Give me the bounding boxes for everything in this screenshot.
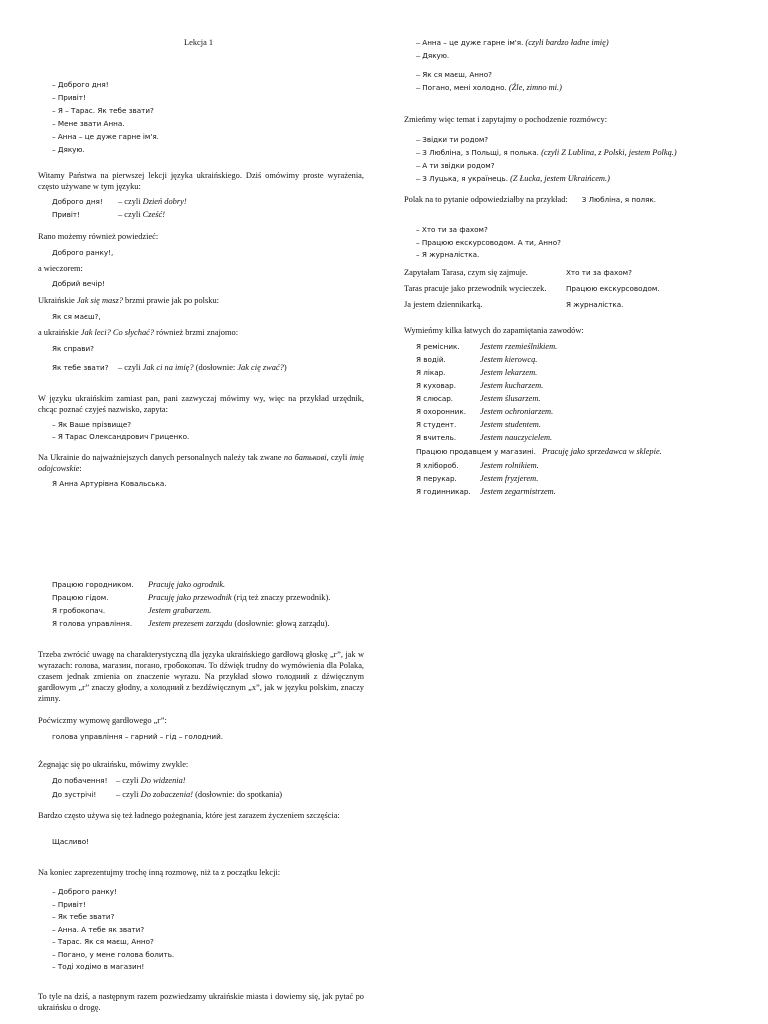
dialog-line: – Тарас. Як ся маєш, Анно? [52,937,364,950]
pole-ua: З Любліна, я поляк. [581,195,657,204]
dialog-ua: Як ся маєш, Анно? [422,70,492,79]
farewell-pl: Do widzenia! [140,776,186,785]
right-dialog-2 [404,70,700,96]
h-practice: Poćwiczmy wymowę gardłowego „г”: [38,716,167,725]
patronymic-paragraph [38,453,364,475]
page-title: Lekcja 1 [184,38,214,47]
prof-ua: Я лікар. [416,368,446,377]
pole-line [404,195,656,206]
job-pl: Taras pracuje jako przewodnik wycieczek. [404,284,547,293]
morning-ua: Доброго ранку!, [52,248,114,257]
dialog-line [416,148,700,161]
dialog-line [416,161,700,174]
prof-pl: Jestem ślusarzem. [480,394,541,403]
dialog-line [416,70,700,83]
prof-pl: Jestem zegarmistrzem. [480,487,556,496]
professions-table-2 [52,580,330,632]
text-span: Ukraińskie [38,296,77,305]
farewell-ua: До зустрічі! [52,790,97,799]
greeting-czyli: – czyli [118,210,143,219]
text-span: ) [283,363,287,372]
prof-ua: Я хлібороб. [416,461,459,470]
dialog-line: – Дякую. [52,145,364,158]
job-ua: Працюю екскурсоводом. [566,284,660,293]
dialog-ua: Звідки ти родом? [422,135,489,144]
name-ua: Як тебе звати? [52,363,109,372]
dialog-line: – Як тебе звати? [52,912,364,925]
prof-pl: Jestem lekarzem. [480,368,538,377]
dialog-line: – Я Тарас Олександрович Гриценко. [52,432,364,444]
text-italic: imię odojcowskie [38,453,365,473]
job-dialog [404,225,700,263]
prof-pl: Pracuję jako ogrodnik. [148,580,226,589]
dialog-line: – Привіт! [52,900,364,913]
surname-dialog [38,420,364,444]
pan-paragraph: W języku ukraińskim zamiast pan, pani zazwyczaj mówimy wy, więc na przykład urzędnik, chcąc poznać czyjeś nazwisko, zapyta: [38,394,364,414]
farewell-pl: Do zobaczenia! [140,790,193,799]
prof-intro: Wymieńmy kilka łatwych do zapamiętania zawodów: [404,326,584,335]
prof-pl: Jestem ochroniarzem. [480,407,554,416]
farewell-ua: До побачення! [52,776,108,785]
dialog-line: – Анна. А тебе як звати? [52,925,364,938]
prof-pl: Jestem fryzjerem. [480,474,539,483]
text-span: Na Ukrainie do najważniejszych danych personalnych należy tak zwane [38,453,284,462]
job-ua: Я журналістка. [566,300,624,309]
prof-pl: Jestem kierowcą. [480,355,538,364]
prof-pl: Jestem rolnikiem. [480,461,539,470]
text-span: , czyli [326,453,350,462]
name-line [52,363,287,374]
origin-dialog [404,135,700,187]
greetings-table [52,197,187,223]
dialog-line: – Анна – це дуже гарне ім'я. [52,132,364,145]
yak-mayesh: Як ся маєш?, [52,312,101,321]
prof-extra: (гід też znaczy przewodnik). [231,593,331,602]
greeting-ua: Привіт! [52,210,80,219]
dialog-line: – Я журналістка. [416,250,700,263]
prof-ua: Я годинникар. [416,487,471,496]
text-italic: Jak ci na imię? [142,363,194,372]
dialog-pl: (czyli Z Lublina, z Polski, jestem Polką.) [538,148,677,157]
dialog-line [416,135,700,148]
dialog-line [416,83,700,96]
prof-ua: Я водій. [416,355,446,364]
dialog-line [416,38,700,51]
dialog-ua: З Луцька, я українець. [422,174,508,183]
text-span: a ukraińskie [38,328,81,337]
wish-ua: Щасливо! [52,837,89,846]
wish-paragraph: Bardzo często używa się też ładnego pożegnania, które jest zarazem życzeniem szczęścia: [38,811,340,820]
text-span: – czyli [116,776,141,785]
morning-text: Rano możemy również powiedzieć: [38,232,159,241]
prof-pl: Jestem studentem. [480,420,541,429]
evening-ua: Добрий вечір! [52,279,105,288]
dialog-line: – Доброго дня! [52,80,364,93]
text-italic: по батькові [283,453,327,462]
dialog-line [416,51,700,64]
dialog-ua: Анна – це дуже гарне ім'я. [422,38,524,47]
prof-ua: Я охоронник. [416,407,466,416]
dialog-line: – Я – Тарас. Як тебе звати? [52,106,364,119]
prof-ua: Я куховар. [416,381,457,390]
dialog-line: – Мене звати Анна. [52,119,364,132]
greeting-ua: Доброго дня! [52,197,103,206]
evening-text: a wieczorem: [38,264,83,273]
prof-ua: Працюю гідом. [52,593,109,602]
right-dialog-1 [404,38,700,64]
greeting-pl: Dzień dobry! [142,197,187,206]
dialog-1 [38,80,364,158]
text-italic: Jak leci? Co słychać? [80,328,155,337]
seller-pl: Pracuję jako sprzedawca w sklepie. [541,447,662,456]
h-paragraph: Trzeba zwrócić uwagę na charakterystyczną dla języka ukraińskiego gardłową głoskę „г”, jak w wyrazach: голова, магазин, погано, гробокопач. To dźwięk trudny do wymówienia dla Polaka, czasem jednak zmienia on znaczenie wyrazu. Na przykład słowo голодний z dźwięcznym gardłowym „г” znaczy głodny, a холодний z bezdźwięcznym „х”, jak w języku polskim, znaczy zimny. [38,650,364,703]
dialog-line [416,174,700,187]
job-pl: Zapytałam Tarasa, czym się zajmuje. [404,268,528,277]
intro-paragraph: Witamy Państwa na pierwszej lekcji języka ukraińskiego. Dziś omówimy proste wyrażenia, często używane w tym języku: [38,171,364,191]
prof-ua: Я гробокопач. [52,606,106,615]
dialog-line: – Як Ваше прізвище? [52,420,364,432]
text-span: : [79,463,82,473]
prof-pl: Jestem prezesem zarządu [148,619,233,628]
text-span: również brzmi znajomo: [154,328,239,337]
yak-spravy: Як справи? [52,344,94,353]
text-span: (dosłownie: [193,363,238,372]
job-ua: Хто ти за фахом? [566,268,632,277]
text-span: – czyli [116,790,141,799]
howareyou-text [38,296,219,307]
prof-ua: Я слюсар. [416,394,454,403]
origin-intro: Zmieńmy więc temat i zapytajmy o pochodzenie rozmówcy: [404,115,608,124]
prof-ua: Працюю городником. [52,580,134,589]
pole-text: Polak na to pytanie odpowiedziałby na przykład: [404,195,568,204]
text-span: brzmi prawie jak po polsku: [122,296,219,305]
dialog-line: – Працюю екскурсоводом. А ти, Анно? [416,238,700,251]
dialog-line: – Хто ти за фахом? [416,225,700,238]
prof-ua: Я ремісник. [416,342,460,351]
job-table [404,268,660,316]
dialog-line: – Привіт! [52,93,364,106]
prof-pl: Jestem kucharzem. [480,381,544,390]
dialog-ua: Погано, мені холодно. [422,83,507,92]
prof-pl: Jestem nauczycielem. [480,433,553,442]
farewell-text: Żegnając się po ukraińsku, mówimy zwykle: [38,760,189,769]
full-name: Я Анна Артурівна Ковальська. [52,479,167,488]
seller-line [416,447,662,458]
dialog-ua: Дякую. [422,51,450,60]
dialog-pl: (czyli bardzo ładne imię) [523,38,609,47]
prof-ua: Я голова управління. [52,619,133,628]
greeting-pl: Cześć! [142,210,165,219]
h-words: голова управління – гарний – гід – голодний. [52,732,224,741]
prof-ua: Я перукар. [416,474,457,483]
farewells-table [52,776,282,804]
sprawy-text [38,328,238,339]
text-italic: Jak się masz? [76,296,123,305]
final-intro: Na koniec zaprezentujmy trochę inną rozmowę, niż ta z początku lekcji: [38,868,281,877]
prof-ua: Я вчитель. [416,433,457,442]
seller-ua: Працюю продавцем у магазині. [416,447,536,456]
dialog-ua: А ти звідки родом? [422,161,495,170]
dialog-pl: (Źle, zimno mi.) [506,83,562,92]
prof-pl: Jestem rzemieślnikiem. [480,342,558,351]
dialog-pl: (Z Łucka, jestem Ukraińcem.) [507,174,610,183]
professions-table-b [416,461,556,500]
dialog-line: – Тоді ходімо в магазин! [52,962,364,975]
closing-paragraph: To tyle na dziś, a następnym razem pozwiedzamy ukraińskie miasta i dowiemy się, jak pytać po ukraińsku o drogę. [38,992,364,1012]
job-pl: Ja jestem dziennikarką. [404,300,483,309]
prof-pl: Jestem grabarzem. [148,606,212,615]
dialog-ua: З Любліна, з Польщі, я полька. [422,148,539,157]
prof-ua: Я студент. [416,420,457,429]
dialog-2 [38,887,364,975]
dialog-line: – Доброго ранку! [52,887,364,900]
text-span: – czyli [118,363,143,372]
prof-extra: (dosłownie: głową zarządu). [232,619,330,628]
greeting-czyli: – czyli [118,197,143,206]
dialog-line: – Погано, у мене голова болить. [52,950,364,963]
prof-pl: Pracuję jako przewodnik [148,593,232,602]
text-span: (dosłownie: do spotkania) [193,790,283,799]
professions-table [416,342,557,446]
text-italic: Jak cię zwać? [237,363,284,372]
